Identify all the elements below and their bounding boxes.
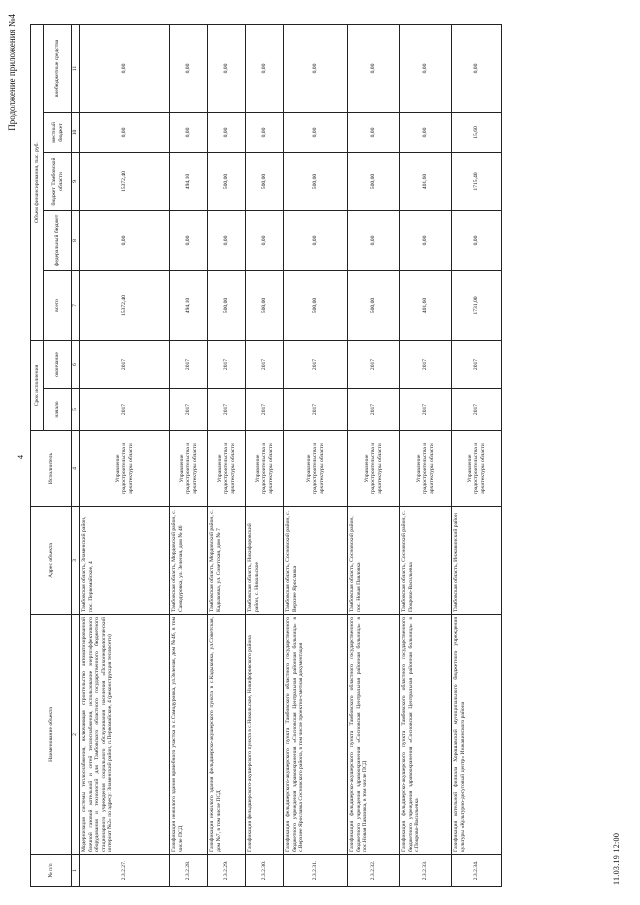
amount-local: 0,00 [348,113,400,153]
amount-federal: 0,00 [400,211,452,271]
header-no: № п/п [31,855,72,887]
amount-regional: 494,10 [170,153,208,211]
amount-local: 15,60 [452,113,502,153]
amount-local: 0,00 [284,113,348,153]
amount-offbudget: 0,00 [170,24,208,112]
object-name: Газификация котельной филиала Хорошавский муниципального бюджетного учреждения культуры «Культурно-досуговый центр» Инжавинского района [452,615,502,855]
amount-local: 0,00 [400,113,452,153]
executor: Управление градостроительства и архитектуры области [170,431,208,507]
object-address: Тамбовская область, Сосновский район, с. Покрово-Васильевка [400,507,452,615]
table-row [246,24,284,886]
row-no: 2.3.2.30. [246,855,284,887]
amount-offbudget: 0,00 [400,24,452,112]
amount-regional: 500,00 [284,153,348,211]
end-year: 2017 [452,341,502,389]
amount-federal: 0,00 [452,211,502,271]
object-address: Тамбовская область, Знаменский район, пос. Первомайское, 4 [80,507,170,615]
table-row [400,24,452,886]
page-number: 4 [16,455,25,459]
amount-regional: 500,00 [348,153,400,211]
end-year: 2017 [246,341,284,389]
amount-local: 0,00 [246,113,284,153]
amount-offbudget: 0,00 [246,24,284,112]
start-year: 2017 [208,389,246,431]
table-row [452,24,502,886]
executor: Управление градостроительства и архитектуры области [348,431,400,507]
amount-total: 500,00 [284,271,348,341]
row-no: 2.3.2.29. [208,855,246,887]
object-address: Тамбовская область, Инжавинский район [452,507,502,615]
col-number: 5 [72,389,80,431]
object-name: Газификация нежилого здания врачебного участка в с.Самодуровка, ул.Зеленая, дом №46, в том числе ПСД [170,615,208,855]
col-number: 3 [72,507,80,615]
object-name: Газификация фельдшерско-акушерского пункта Тамбовского областного государственного бюджетного учреждения здравоохранения «Сосновская Центральная районная больница» в с.Покрово-Васильевка [400,615,452,855]
amount-offbudget: 0,00 [452,24,502,112]
amount-local: 0,00 [80,113,170,153]
row-no: 2.3.2.34. [452,855,502,887]
object-name: Газификация фельдшерско-акушерского пункта Тамбовского областного государственного бюджетного учреждения здравоохранения «Сосновская Центральная районная больница» в пос.Новая Павловка, в том числе ПСД [348,615,400,855]
amount-regional: 500,00 [208,153,246,211]
start-year: 2017 [170,389,208,431]
header-start: начало [44,389,72,431]
end-year: 2017 [170,341,208,389]
table-row [170,24,208,886]
amount-offbudget: 0,00 [80,24,170,112]
col-number: 10 [72,113,80,153]
col-number: 8 [72,211,80,271]
amount-total: 500,00 [208,271,246,341]
table-row [80,24,170,886]
amount-total: 500,00 [348,271,400,341]
object-address: Тамбовская область, Сосновский район, пос. Новая Павловка [348,507,400,615]
start-year: 2017 [80,389,170,431]
object-address: Тамбовская область, Сосновский район, с. Верхнее Ярославка [284,507,348,615]
row-no: 2.3.2.31. [284,855,348,887]
financing-table [30,24,502,887]
continuation-label: Продолжение приложения №4 [7,14,17,131]
amount-total: 494,10 [170,271,208,341]
amount-federal: 0,00 [80,211,170,271]
row-no: 2.3.2.33. [400,855,452,887]
row-no: 2.3.2.32. [348,855,400,887]
header-financing: Объем финансирования, тыс. руб. [31,24,44,340]
header-executor: Исполнитель [31,431,72,507]
start-year: 2017 [246,389,284,431]
start-year: 2017 [348,389,400,431]
amount-regional: 401,60 [400,153,452,211]
start-year: 2017 [452,389,502,431]
end-year: 2017 [348,341,400,389]
col-number: 2 [72,615,80,855]
object-name: Газификация нежилого здания фельдшерско-акушерского пункта в с.Кадыковка, ул.Советская, дом №7, в том числе ПСД [208,615,246,855]
end-year: 2017 [400,341,452,389]
row-no: 2.3.2.28. [170,855,208,887]
amount-total: 500,00 [246,271,284,341]
amount-regional: 500,00 [246,153,284,211]
end-year: 2017 [284,341,348,389]
table-row [348,24,400,886]
amount-local: 0,00 [208,113,246,153]
amount-federal: 0,00 [170,211,208,271]
end-year: 2017 [80,341,170,389]
header-regional: бюджет Тамбовской области [44,153,72,211]
header-end: окончание [44,341,72,389]
amount-total: 401,60 [400,271,452,341]
object-name: Газификация фельдшерского-акушерского пункта Тамбовского областного государственного бюджетного учреждения здравоохранения «Сосновская Центральная районная больница» в с.Верхнее Ярославка Сосновского района, в том числе проектно-сметная документация [284,615,348,855]
amount-total: 15372,40 [80,271,170,341]
executor: Управление градостроительства и архитектуры области [400,431,452,507]
amount-federal: 0,00 [348,211,400,271]
col-number: 9 [72,153,80,211]
object-address: Тамбовская область, Никифоровский район, с. Никольское [246,507,284,615]
object-address: Тамбовская область, Мордовский район, с. Кадыковка, ул. Советская, дом № 7 [208,507,246,615]
end-year: 2017 [208,341,246,389]
executor: Управление градостроительства и архитектуры области [246,431,284,507]
col-number: 7 [72,271,80,341]
col-number: 1 [72,855,80,887]
table-row [208,24,246,886]
object-name: Модернизация системы теплоснабжения, включающая строительство автоматизированной блочной газовой котельной и сетей теплоснабжения, использование энергоэффективного оборудования и технологий для Тамбовского областного государственного бюджетного стационарного учреждения социального обслуживания населения «Психоневрологический интернат №2» по адресу: Знаменский район, п.Первомайское, 4 (реконструкция теплосети) [80,615,170,855]
object-address: Тамбовская область, Мордовский район, с. Самодуровка, ул. Зеленая, дом № 46 [170,507,208,615]
row-no: 2.3.2.27. [80,855,170,887]
header-federal: федеральный бюджет [44,211,72,271]
col-number: 11 [72,24,80,112]
amount-total: 1731,00 [452,271,502,341]
amount-offbudget: 0,00 [348,24,400,112]
start-year: 2017 [400,389,452,431]
amount-federal: 0,00 [208,211,246,271]
header-name: Наименование объекта [31,615,72,855]
header-local: местный бюджет [44,113,72,153]
executor: Управление градостроительства и архитектуры области [452,431,502,507]
table-row [284,24,348,886]
print-timestamp: 11.03.19 12:00 [612,832,621,885]
col-number: 4 [72,431,80,507]
header-offbudget: внебюджетные средства [44,24,72,112]
amount-local: 0,00 [170,113,208,153]
amount-federal: 0,00 [246,211,284,271]
object-name: Газификация фельдшерского-акушерского пункта в с.Никольское, Никифоровского района [246,615,284,855]
amount-offbudget: 0,00 [284,24,348,112]
col-number: 6 [72,341,80,389]
amount-regional: 1715,40 [452,153,502,211]
executor: Управление градостроительства и архитектуры области [80,431,170,507]
column-number-row [72,24,80,886]
header-total: всего [44,271,72,341]
header-term: Срок исполнения [31,341,44,431]
executor: Управление градостроительства и архитектуры области [284,431,348,507]
start-year: 2017 [284,389,348,431]
executor: Управление градостроительства и архитектуры области [208,431,246,507]
amount-federal: 0,00 [284,211,348,271]
amount-regional: 15372,40 [80,153,170,211]
header-address: Адрес объекта [31,507,72,615]
amount-offbudget: 0,00 [208,24,246,112]
